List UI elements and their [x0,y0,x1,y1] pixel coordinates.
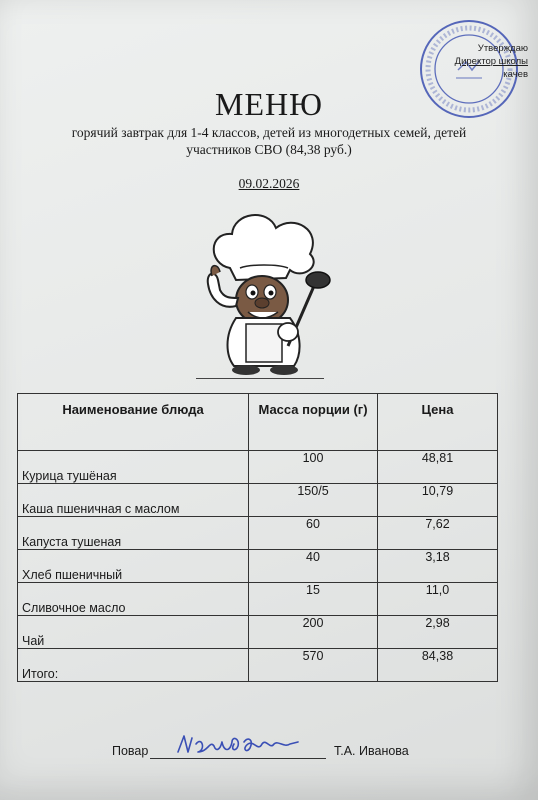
dish-name: Каша пшеничная с маслом [18,484,249,517]
approval-line: Утверждаю [477,43,528,54]
menu-subtitle: горячий завтрак для 1-4 классов, детей из многодетных семей, детей участников СВО (84,38 руб.) [71,125,467,157]
total-mass: 570 [249,649,378,682]
table-row [18,517,498,550]
menu-date: 09.02.2026 [238,176,300,191]
approval-block [448,42,528,81]
column-header-name: Наименование блюда [18,394,249,451]
signature-line [150,758,326,759]
table-row [18,451,498,484]
dish-mass: 150/5 [249,484,378,517]
dish-price: 10,79 [378,484,498,517]
dish-price: 3,18 [378,550,498,583]
dish-name: Курица тушёная [18,451,249,484]
column-header-mass: Масса порции (г) [249,394,378,451]
table-row [18,550,498,583]
dish-name: Хлеб пшеничный [18,550,249,583]
dish-name: Чай [18,616,249,649]
approval-line: Директор школы [454,56,528,67]
table-row [18,616,498,649]
cook-name: Т.А. Иванова [334,744,409,758]
dish-mass: 100 [249,451,378,484]
table-header-row [18,394,498,451]
dish-price: 7,62 [378,517,498,550]
menu-table [17,393,498,682]
chef-with-ladle-icon [190,206,340,378]
dish-price: 48,81 [378,451,498,484]
handwritten-signature [174,730,304,758]
divider-line [196,378,324,379]
dish-mass: 200 [249,616,378,649]
dish-mass: 40 [249,550,378,583]
total-price: 84,38 [378,649,498,682]
column-header-price: Цена [378,394,498,451]
dish-price: 11,0 [378,583,498,616]
dish-price: 2,98 [378,616,498,649]
table-total-row [18,649,498,682]
page-title: МЕНЮ [215,86,323,122]
dish-mass: 15 [249,583,378,616]
dish-name: Сливочное масло [18,583,249,616]
approval-line: качев [503,69,528,80]
total-label: Итого: [18,649,249,682]
cook-label: Повар [112,744,149,758]
dish-mass: 60 [249,517,378,550]
dish-name: Капуста тушеная [18,517,249,550]
table-row [18,484,498,517]
table-row [18,583,498,616]
